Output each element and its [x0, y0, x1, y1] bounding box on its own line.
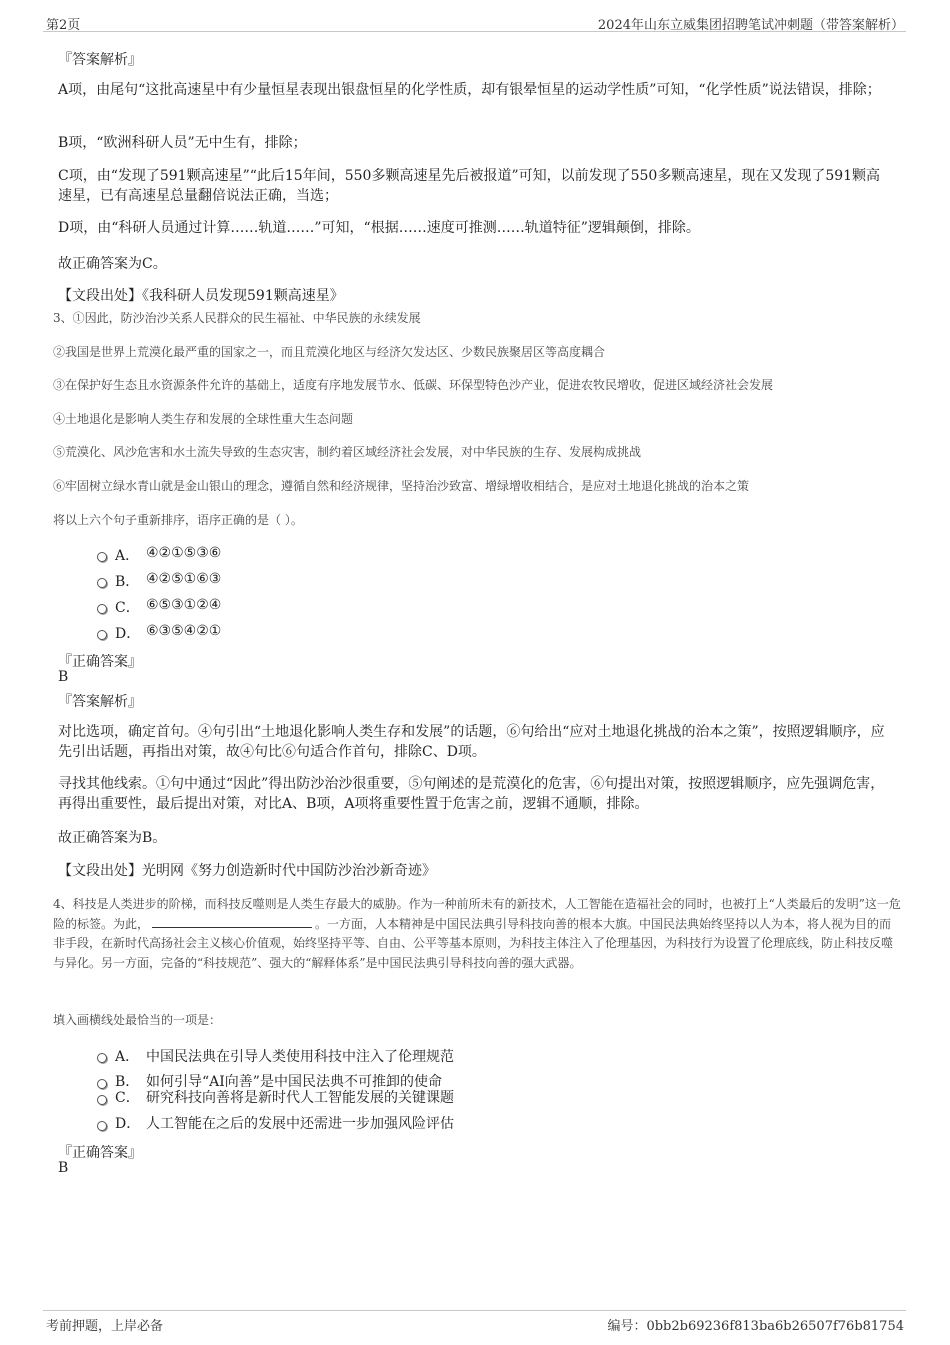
option-letter: B． [115, 574, 140, 590]
q4-passage-part-2: 。一方面，人本精神是中国民法典引导科技向善的根本大旗。中国民法典始终坚持以人为本，将人视为目的而非手段，在新时代高扬社会主义核心价值观，始终坚持平等、自由、公平等基本原则，为科技主体注入了伦理基因，为科技行为设置了伦理底线，防止科技反噬与异化。另一方面，完备的“科技规范”、强大的“解释体系”是中国民法典引导科技向善的强大武器。 [53, 916, 894, 970]
analysis-label: 『答案解析』 [58, 694, 142, 710]
footer-slogan: 考前押题，上岸必备 [46, 1319, 164, 1334]
q3-sentence-5: ⑤荒漠化、风沙危害和水土流失导致的生态灾害，制约着区域经济社会发展，对中华民族的生存、发展构成挑战 [53, 445, 642, 459]
radio-button-icon[interactable] [97, 604, 107, 614]
option-text: ④②①⑤③⑥ [146, 545, 222, 561]
option-letter: C． [115, 600, 140, 616]
q4-stem: 填入画横线处最恰当的一项是： [53, 1013, 222, 1027]
header-divider [43, 31, 906, 32]
option-letter: B． [115, 1074, 140, 1090]
passage-source: 【文段出处】光明网《努力创造新时代中国防沙治沙新奇迹》 [58, 863, 436, 879]
option-letter: A． [115, 1049, 140, 1065]
option-letter: A． [115, 548, 140, 564]
document-id: 编号：0bb2b69236f813ba6b26507f76b81754 [607, 1319, 904, 1334]
option-text: 人工智能在之后的发展中还需进一步加强风险评估 [146, 1116, 454, 1132]
correct-answer-value: B [58, 1160, 69, 1176]
option-letter: D． [115, 626, 141, 642]
correct-answer-label: 『正确答案』 [58, 1145, 142, 1161]
footer-divider [43, 1310, 906, 1311]
radio-button-icon[interactable] [97, 1079, 107, 1089]
correct-answer-value: B [58, 669, 69, 685]
q3-analysis-paragraph-2: 寻找其他线索。①句中通过“因此”得出防沙治沙很重要，⑤句阐述的是荒漠化的危害，⑥句提出对策，按照逻辑顺序，应先强调危害，再得出重要性，最后提出对策，对比A、B项，A项将重要性置于危害之前，逻辑不通顺，排除。 [58, 776, 885, 812]
option-text: ④②⑤①⑥③ [146, 571, 222, 587]
radio-button-icon[interactable] [97, 1095, 107, 1105]
analysis-option-d: D项，由“科研人员通过计算……轨道……”可知，“根据……速度可推测……轨道特征”逻辑颠倒，排除。 [58, 220, 700, 236]
analysis-option-a: A项，由尾句“这批高速星中有少量恒星表现出银盘恒星的化学性质，却有银晕恒星的运动学性质”可知，“化学性质”说法错误，排除； [58, 82, 881, 98]
radio-button-icon[interactable] [97, 1121, 107, 1131]
option-letter: D． [115, 1116, 141, 1132]
radio-button-icon[interactable] [97, 578, 107, 588]
q3-sentence-6: ⑥牢固树立绿水青山就是金山银山的理念，遵循自然和经济规律，坚持治沙致富、增绿增收相结合，是应对土地退化挑战的治本之策 [53, 479, 750, 493]
page-number: 第2页 [46, 18, 81, 33]
option-text: 中国民法典在引导人类使用科技中注入了伦理规范 [146, 1049, 454, 1065]
analysis-conclusion: 故正确答案为B。 [58, 830, 167, 846]
analysis-label: 『答案解析』 [58, 52, 142, 68]
analysis-option-b: B项，“欧洲科研人员”无中生有，排除； [58, 135, 307, 151]
radio-button-icon[interactable] [97, 552, 107, 562]
q3-stem: 将以上六个句子重新排序，语序正确的是（ ）。 [53, 513, 303, 527]
q3-sentence-3: ③在保护好生态且水资源条件允许的基础上，适度有序地发展节水、低碳、环保型特色沙产业，促进农牧民增收，促进区域经济社会发展 [53, 378, 774, 392]
fill-in-blank [152, 916, 312, 928]
option-text: ⑥③⑤④②① [146, 623, 222, 639]
document-title: 2024年山东立威集团招聘笔试冲刺题（带答案解析） [597, 18, 904, 33]
correct-answer-label: 『正确答案』 [58, 654, 142, 670]
q3-sentence-1: 3、①因此，防沙治沙关系人民群众的民生福祉、中华民族的永续发展 [53, 311, 421, 325]
analysis-option-c: C项，由“发现了591颗高速星”“此后15年间，550多颗高速星先后被报道”可知，以前发现了550多颗高速星，现在又发现了591颗高速星，已有高速星总量翻倍说法正确，当选； [58, 168, 881, 204]
q4-passage-part-1: 4、科技是人类进步的阶梯，而科技反噬则是人类生存最大的威胁。作为一种前所未有的新技术，人工智能在造福社会的同时，也被打上“人类最后的发明”这一危险的标签。为此， [53, 897, 901, 931]
radio-button-icon[interactable] [97, 630, 107, 640]
radio-button-icon[interactable] [97, 1053, 107, 1063]
q3-analysis-paragraph-1: 对比选项，确定首句。④句引出“土地退化影响人类生存和发展”的话题，⑥句给出“应对土地退化挑战的治本之策”，按照逻辑顺序，应先引出话题，再指出对策，故④句比⑥句适合作首句，排除C、D项。 [58, 724, 885, 760]
option-letter: C． [115, 1090, 140, 1106]
option-text: 研究科技向善将是新时代人工智能发展的关键课题 [146, 1090, 454, 1106]
q4-passage [53, 895, 901, 973]
analysis-conclusion: 故正确答案为C。 [58, 256, 167, 272]
q3-sentence-2: ②我国是世界上荒漠化最严重的国家之一，而且荒漠化地区与经济欠发达区、少数民族聚居区等高度耦合 [53, 345, 606, 359]
passage-source: 【文段出处】《我科研人员发现591颗高速星》 [58, 288, 344, 304]
q3-sentence-4: ④土地退化是影响人类生存和发展的全球性重大生态问题 [53, 412, 354, 426]
option-text: ⑥⑤③①②④ [146, 597, 222, 613]
option-text: 如何引导“AI向善”是中国民法典不可推卸的使命 [146, 1074, 442, 1090]
